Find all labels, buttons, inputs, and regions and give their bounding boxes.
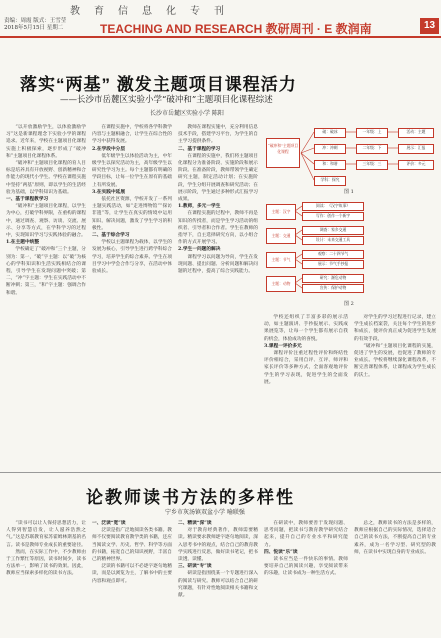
- paragraph: “破冲和”主题项目化课程的育人目标是培养具有开放视野、创新精神和合作能力的现代小学生。学校在课程实施中坚持“两基”原则，即以学生的生活经验为基础，以学科知识为基础。: [6, 161, 86, 195]
- diagram-node: 研究：濒危动物: [302, 274, 364, 283]
- section-heading: 一、泛读“宽”读: [92, 521, 126, 526]
- edition-info: [4, 18, 66, 32]
- diagram-theme-node: 主题：汉字: [266, 204, 296, 220]
- masthead-title: 教育信息化专刊: [70, 6, 238, 17]
- article-separator: [0, 472, 441, 473]
- section-heading: 1.教师，多元一学生: [178, 204, 221, 210]
- paragraph: 然而，在实际工作中，不少教师由于工作繁忙等原因，读书时间少，读书方法单一，影响了读书的效果。因此，教师应当探索多样化的读书方法。: [6, 549, 86, 577]
- article1-column-4: [264, 314, 348, 468]
- figure-2-caption: 图 2: [344, 301, 354, 307]
- paragraph: 读书应当是一件快乐的事情。教师要培养自己的阅读兴趣，享受阅读带来的乐趣，让读书成为一种生活方式。: [264, 557, 348, 577]
- article2-column-5: [354, 520, 436, 634]
- diagram-connectors: [264, 124, 438, 196]
- paragraph: 在课程实施中，学校将各学科教学内容与主题相融合，让学生在综合性的学习中获得发展。: [92, 125, 172, 145]
- paragraph: 对学生的学习过程进行记录，建立学生成长档案袋，关注每个学生的进步和成长，使评价真正成为促进学生发展的有效手段。: [354, 315, 436, 342]
- page-number: 13: [420, 18, 439, 34]
- article2-author: 宁乡市灰汤镇双盆小学 喻联强: [165, 509, 245, 516]
- paragraph: 依托社区资源，学校开发了一系列主题实践活动，如“走进博物馆”“探访非遗”等，让学生在真实的情境中运用知识、解决问题，激发了学生学习的积极性。: [92, 197, 172, 231]
- section-heading: 二、精读“深”读: [178, 521, 212, 526]
- figure-1-caption: 图 1: [344, 189, 354, 195]
- paragraph: “读书可以让人保持思想活力，让人得到智慧启发，让人滋养浩然之气。”这是苏联教育家苏霍姆林斯基的名言。读书是教师专业成长的重要途径。: [6, 521, 86, 548]
- diagram-node: 三年级：三: [356, 160, 388, 170]
- diagram-node: 破：破冰: [314, 128, 346, 138]
- paragraph: 泛读是指广泛地阅读各类书籍。教师不仅要阅读教育教学类的书籍，还应当阅读文学、历史、哲学、科学等方面的书籍，拓宽自己的知识视野，丰富自己的精神世界。: [92, 528, 172, 563]
- article2-title: 论教师读书方法的多样性: [86, 488, 295, 507]
- paragraph: “破冲和”主题项目化课程的实施，促进了学生的发展，也促进了教师的专业成长。学校将继续深化课程改革，不断完善课程体系，让课程成为学生成长的沃土。: [354, 343, 436, 378]
- editor-credit: 责编：周霞 版式：王雪莹: [4, 18, 67, 24]
- figure-1-diagram: [264, 124, 438, 196]
- diagram-node: 学科：探究: [314, 176, 346, 186]
- diagram-node: 展示：汇报: [398, 144, 434, 154]
- paragraph: 课程评价注重过程性评价和终结性评价相结合，采用自评、互评、师评和家长评价等多种方式，全面客观地评价学生的学习表现，促进学生的全面发展。: [264, 351, 348, 385]
- paragraph: 学校以主题课程为载体，以学生的发展为核心，引导学生进行跨学科综合学习，培养学生的综合素养。学生在项目学习中学会合作与分享，在活动中体验成长。: [92, 240, 172, 275]
- section-heading: 二、基于课程的学习: [178, 146, 221, 152]
- paragraph: 学校确定了“破冲和”三个主题，分别为：第一，“破”字主题：以“破”为核心的学科知识和生活实践相结合的课程，引导学生在发现问题中突破；第二，“冲”字主题：学生在实践活动中不断冲刺；第三，“和”字主题：强调合作和谐。: [6, 247, 86, 296]
- paragraph: 学校还组织了丰富多彩的展示活动，如主题演讲、手抄报展示、实践成果展览等，让每一个学生都有展示自我的机会，体验成功的喜悦。: [264, 315, 348, 342]
- section-heading: 3.课程一评价多元: [264, 343, 302, 349]
- paragraph: “破冲和”主题项目化课程，以学生为中心，打破学科界限，在重构的课程中，通过调查、观察、访谈、交流、展示、分享等方式，在学科学习的过程中，实现知识学习与实践体验的融合。: [6, 204, 86, 239]
- article1-column-5: [354, 314, 436, 468]
- diagram-node: 展示：节气手抄报: [302, 260, 364, 269]
- article2-column-3: [178, 520, 258, 634]
- newspaper-header: [0, 0, 441, 44]
- paragraph: “以开放激励学生，以体验激励学习”这是新课程理念下实验小学的课程追求。近年来，学校在主题项目化课程实施上积极探索，逐步形成了“破冲和”主题项目化课程体系。: [6, 125, 86, 159]
- diagram-connectors: [264, 200, 438, 310]
- article1-column-2: [92, 124, 172, 468]
- diagram-theme-node: 主题：动物: [266, 276, 296, 292]
- paragraph: 在研读中，教师要善于发现问题、思考问题，把读书与教育教学研究结合起来，提升自己的专业水平和研究能力。: [264, 521, 348, 548]
- section-heading: 四、悦读“乐”读: [264, 549, 298, 555]
- diagram-node: 评价：多元: [398, 160, 434, 170]
- diagram-node: 设计：未来交通工具: [302, 236, 364, 245]
- section-heading: 2.在学段中分层: [92, 146, 126, 152]
- diagram-node: 写作：创作一个新字: [302, 212, 364, 221]
- paragraph: 在课程的实施中，我们将主题项目化课程分为准备阶段、实施阶段和展示阶段。在准备阶段，教师带领学生确定研究主题，制定活动计划；在实施阶段，学生分组开展调查和研究活动；在展示阶段，学生通过多种形式汇报学习成果。: [178, 153, 258, 203]
- diagram-node: 一年级：上: [356, 128, 388, 138]
- diagram-root-node: “破冲和”主题项目化课程: [266, 138, 300, 168]
- section-heading: 一、基于课程教学习: [6, 197, 49, 203]
- paragraph: 泛读的书籍可以不必逐字逐句地精读，而是以浏览为主，了解书中的主要内容和观点即可。: [92, 564, 172, 584]
- header-divider: [0, 36, 441, 38]
- article2-column-2: [92, 520, 172, 634]
- diagram-node: 活动：主题: [398, 128, 434, 138]
- section-heading: 2.学生一问题的解决: [178, 247, 221, 253]
- article1-title: 落实“两基” 激发主题项目课程活力: [20, 75, 297, 94]
- diagram-theme-node: 主题：节气: [266, 252, 296, 268]
- issue-date: 2018年5月15日 星期二: [4, 25, 64, 31]
- paragraph: 在课程实施的过程中，教师不再是知识的传授者，而是学生学习活动的组织者、引导者和合作者。学生在教师的指导下，自主选择研究方向，以小组合作的方式开展学习。: [178, 211, 258, 246]
- article1-subtitle: ——长沙市岳麓区实验小学“破冲和”主题项目化课程综述: [60, 95, 273, 105]
- diagram-node: 宣传：保护动物: [302, 284, 364, 293]
- section-slogan: TEACHING AND RESEARCH 教研周刊 · E 教润南: [100, 22, 372, 36]
- article1-author: 长沙市岳麓区实验小学 陈阳: [150, 110, 224, 117]
- paragraph: 课程学习以问题为导向，学生在发现问题、提出问题、分析问题和解决问题的过程中，提高了综合实践能力。: [178, 254, 258, 275]
- paragraph: 低年级学生以体验活动为主，中年级学生以探究活动为主，高年级学生以研究性学习为主。每个主题都有明确的学段目标，让每一位学生在原有的基础上有所发展。: [92, 153, 172, 188]
- diagram-node: 冲：冲刺: [314, 144, 346, 154]
- paragraph: 对于教育经典著作，教师需要精读。精读要求教师逐字逐句地阅读，深入思考书中的观点，结合自己的教育教学实践进行反思，做好读书笔记，把书读透、读懂。: [178, 528, 258, 563]
- diagram-node: 二年级：下: [356, 144, 388, 154]
- diagram-node: 和：和谐: [314, 160, 346, 170]
- paragraph: 研读是指围绕某一个专题进行深入的阅读与研究。教师可以结合自己的研究课题，有针对性地阅读相关书籍和文献。: [178, 571, 258, 599]
- paragraph: 教师在课程实施中，充分利用信息技术手段，搭建学习平台，为学生的自主学习提供条件。: [178, 125, 258, 145]
- article2-column-4: [264, 520, 348, 634]
- article1-column-1: [6, 124, 86, 468]
- diagram-node: 观察：二十四节气: [302, 250, 364, 259]
- section-heading: 3.在实践中延展: [92, 189, 126, 195]
- section-heading: 三、研读“专”读: [178, 564, 212, 570]
- article2-column-1: [6, 520, 86, 634]
- section-heading: 1.在主题中统整: [6, 240, 40, 246]
- section-heading: 二、基于综合学习: [92, 233, 130, 239]
- diagram-node: 阅读：《汉字故事》: [302, 202, 364, 211]
- figure-2-diagram: [264, 200, 438, 310]
- diagram-node: 调查：家乡交通: [302, 226, 364, 235]
- diagram-theme-node: 主题：交通: [266, 228, 296, 244]
- paragraph: 总之，教师读书的方法是多样的，教师应根据自己的实际情况，选择适合自己的读书方法，不断提高自己的专业素养，成为一名学习型、研究型的教师，在读书中实现自身的专业成长。: [354, 521, 436, 555]
- article1-column-3: [178, 124, 258, 468]
